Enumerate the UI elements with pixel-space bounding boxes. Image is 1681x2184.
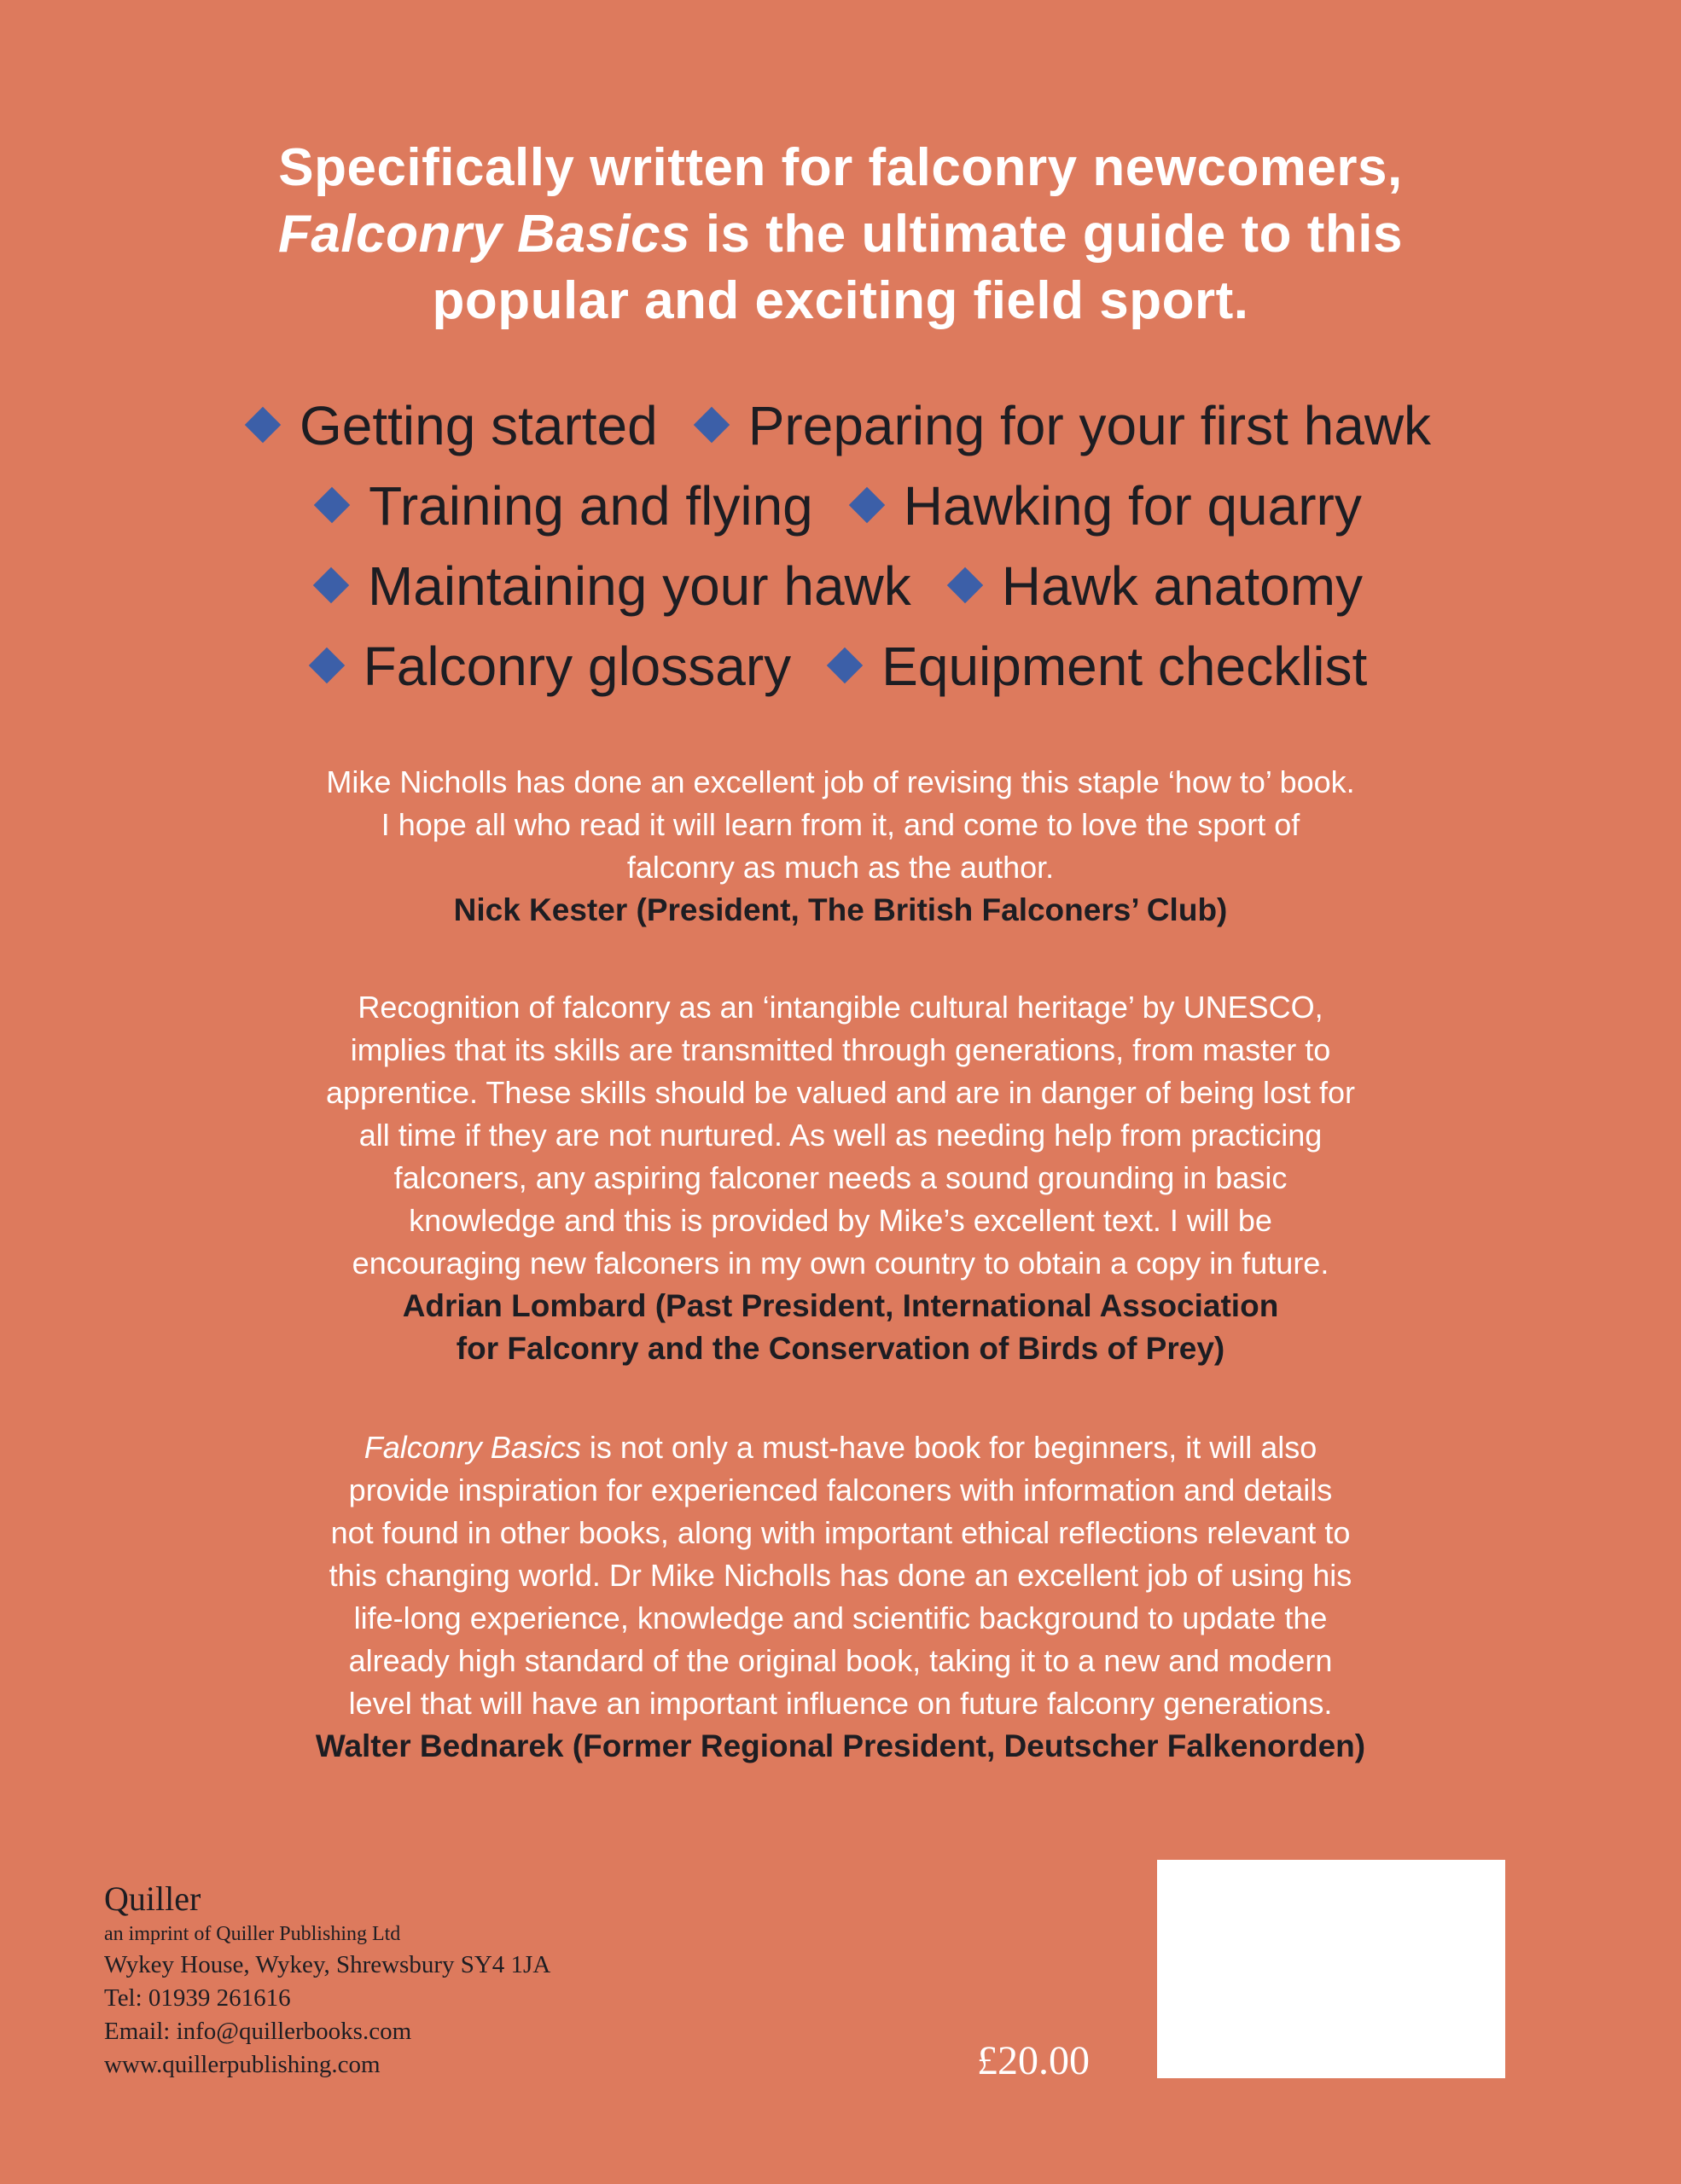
quote-attribution: Adrian Lombard (Past President, International Association bbox=[402, 1288, 1279, 1323]
quote-line: already high standard of the original book, taking it to a new and modern bbox=[348, 1643, 1333, 1678]
barcode-area bbox=[1157, 1860, 1505, 2078]
headline-line-2 bbox=[0, 201, 1681, 268]
diamond-bullet-icon bbox=[313, 567, 349, 603]
quote-line: Recognition of falconry as an ‘intangible cultural heritage’ by UNESCO, bbox=[358, 990, 1323, 1025]
quote-line: provide inspiration for experienced falconers with information and details bbox=[348, 1472, 1333, 1507]
feature-item: Hawk anatomy bbox=[952, 546, 1363, 626]
quote-line: falconers, any aspiring falconer needs a sound grounding in basic bbox=[393, 1160, 1288, 1195]
publisher-address: Wykey House, Wykey, Shrewsbury SY4 1JA bbox=[104, 1951, 551, 1978]
publisher-name: Quiller bbox=[104, 1879, 201, 1918]
feature-item: Falconry glossary bbox=[314, 626, 792, 706]
review-quote-walter-bednarek bbox=[205, 1426, 1476, 1768]
feature-item: Getting started bbox=[250, 386, 658, 466]
quote-attribution: Walter Bednarek (Former Regional President, Deutscher Falkenorden) bbox=[315, 1728, 1366, 1763]
headline bbox=[0, 135, 1681, 334]
feature-item: Equipment checklist bbox=[832, 626, 1367, 706]
feature-list bbox=[0, 386, 1681, 706]
quote-line: encouraging new falconers in my own country to obtain a copy in future. bbox=[352, 1246, 1329, 1281]
quote-line: Mike Nicholls has done an excellent job of revising this staple ‘how to’ book. bbox=[326, 764, 1355, 799]
book-title: Falconry Basics bbox=[278, 205, 691, 264]
diamond-bullet-icon bbox=[314, 487, 350, 523]
publisher-tel: Tel: 01939 261616 bbox=[104, 1984, 291, 2012]
headline-line-3: popular and exciting field sport. bbox=[432, 271, 1249, 330]
feature-row bbox=[0, 466, 1681, 546]
quote-line: implies that its skills are transmitted through generations, from master to bbox=[350, 1032, 1331, 1067]
publisher-imprint: an imprint of Quiller Publishing Ltd bbox=[104, 1923, 401, 1945]
quote-line: level that will have an important influence on future falconry generations. bbox=[348, 1686, 1333, 1721]
book-title: Falconry Basics bbox=[364, 1430, 581, 1465]
quote-attribution: for Falconry and the Conservation of Birds of Prey) bbox=[456, 1331, 1225, 1366]
review-quote-nick-kester bbox=[205, 761, 1476, 932]
quote-attribution: Nick Kester (President, The British Falconers’ Club) bbox=[453, 892, 1228, 927]
diamond-bullet-icon bbox=[827, 648, 863, 683]
diamond-bullet-icon bbox=[947, 567, 983, 603]
publisher-email: Email: info@quillerbooks.com bbox=[104, 2018, 412, 2045]
diamond-bullet-icon bbox=[245, 407, 281, 443]
price-label: £20.00 bbox=[977, 2038, 1090, 2083]
headline-line-1: Specifically written for falconry newcomers, bbox=[278, 138, 1403, 197]
feature-item: Training and flying bbox=[319, 466, 813, 546]
diamond-bullet-icon bbox=[694, 407, 730, 443]
quote-line: apprentice. These skills should be valued and are in danger of being lost for bbox=[325, 1075, 1356, 1110]
publisher-block bbox=[104, 1879, 550, 2082]
quote-line: not found in other books, along with important ethical reflections relevant to bbox=[330, 1515, 1351, 1550]
publisher-website: www.quillerpublishing.com bbox=[104, 2051, 381, 2078]
feature-row bbox=[0, 546, 1681, 626]
headline-line-2-rest: is the ultimate guide to this bbox=[690, 205, 1403, 264]
quote-line: I hope all who read it will learn from it, and come to love the sport of bbox=[381, 807, 1300, 842]
feature-row bbox=[0, 386, 1681, 466]
quote-line: knowledge and this is provided by Mike’s excellent text. I will be bbox=[409, 1203, 1272, 1238]
feature-row bbox=[0, 626, 1681, 706]
feature-item: Preparing for your first hawk bbox=[699, 386, 1431, 466]
diamond-bullet-icon bbox=[849, 487, 885, 523]
review-quote-adrian-lombard bbox=[205, 986, 1476, 1370]
quote-line: this changing world. Dr Mike Nicholls has done an excellent job of using his bbox=[329, 1558, 1352, 1593]
quote-line: all time if they are not nurtured. As well as needing help from practicing bbox=[358, 1118, 1323, 1153]
feature-item: Maintaining your hawk bbox=[318, 546, 911, 626]
quote-line: life-long experience, knowledge and scientific background to update the bbox=[353, 1600, 1328, 1635]
feature-item: Hawking for quarry bbox=[854, 466, 1362, 546]
quote-line: falconry as much as the author. bbox=[626, 850, 1055, 885]
diamond-bullet-icon bbox=[308, 648, 344, 683]
quote-line: Falconry Basics is not only a must-have book for beginners, it will also bbox=[364, 1430, 1317, 1465]
